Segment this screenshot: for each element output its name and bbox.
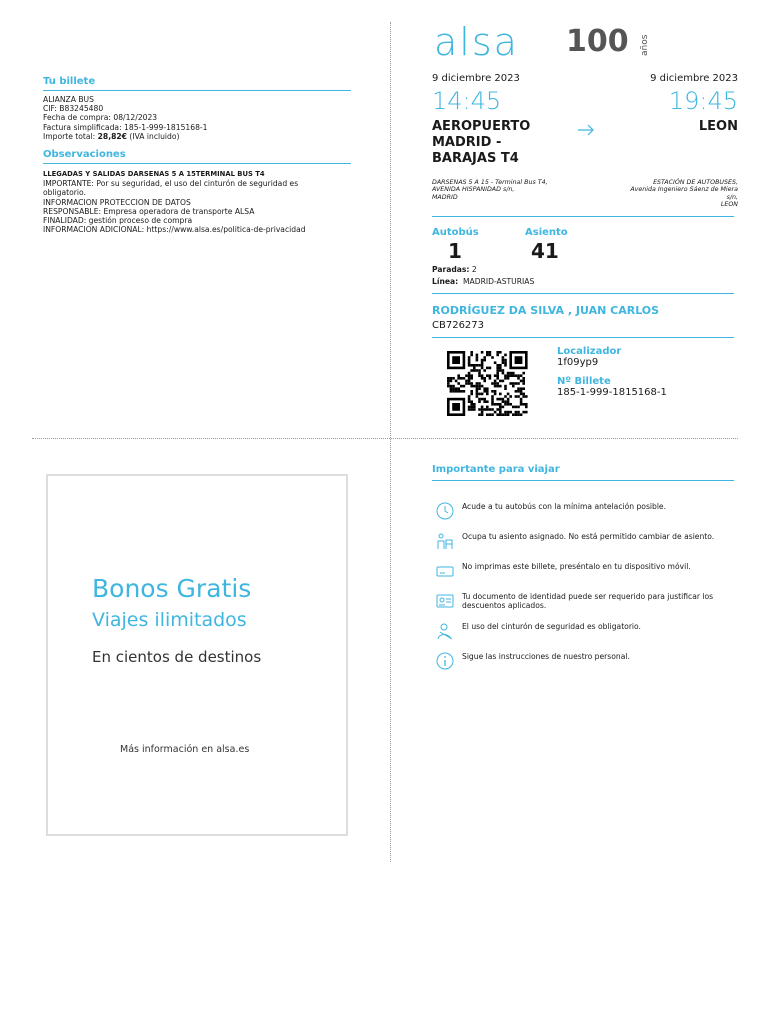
observations-title: Observaciones [43, 149, 126, 160]
tip-text: No imprimas este billete, preséntalo en tu dispositivo móvil. [462, 562, 691, 571]
promo-tagline: En cientos de destinos [92, 648, 262, 666]
arrival-time: 19:45 [668, 87, 738, 115]
anniversary-number: 100 [566, 24, 629, 59]
observation-line: INFORMACION ADICIONAL: https://www.alsa.es/politica-de-privacidad [43, 225, 306, 235]
seat-icon [436, 532, 454, 550]
alsa-logo: alsa [434, 20, 519, 64]
company-line: ALIANZA BUS [43, 95, 94, 104]
observations-heading: LLEGADAS Y SALIDAS DARSENAS 5 A 15TERMINAL BUS T4 [43, 170, 265, 178]
promo-card [46, 474, 348, 836]
departure-address: DARSENAS 5 A 15 - Terminal Bus T4, AVENIDA HISPANIDAD s/n, MADRID [432, 179, 548, 201]
passenger-name: RODRÍGUEZ DA SILVA , JUAN CARLOS [432, 304, 660, 317]
ticket-info-section [43, 76, 351, 141]
vertical-divider [390, 22, 391, 862]
stops-info: Paradas: 2 [432, 265, 477, 274]
departure-city: AEROPUERTO MADRID - BARAJAS T4 [432, 119, 531, 166]
ticket-info-lines [43, 95, 351, 141]
tip-text: Tu documento de identidad puede ser requerido para justificar los descuentos aplicados. [462, 592, 714, 611]
arrow-right-icon [577, 122, 595, 141]
locator-label: Localizador [557, 346, 622, 357]
ticket-number-label: Nº Billete [557, 376, 611, 387]
horizontal-divider [32, 438, 738, 439]
tip-text: Acude a tu autobús con la mínima antelación posible. [462, 502, 667, 511]
arrival-city: LEON [698, 119, 738, 134]
arrival-date: 9 diciembre 2023 [650, 73, 738, 84]
observation-line: RESPONSABLE: Empresa operadora de transporte ALSA [43, 206, 255, 216]
observation-line: IMPORTANTE: Por su seguridad, el uso del cinturón de seguridad es [43, 179, 299, 189]
observation-line: INFORMACION PROTECCION DE DATOS [43, 197, 191, 207]
qr-code-icon [447, 351, 529, 421]
promo-subtitle: Viajes ilimitados [92, 609, 247, 631]
passenger-document: CB726273 [432, 320, 485, 331]
purchase-date-line: Fecha de compra: 08/12/2023 [43, 113, 158, 123]
promo-title: Bonos Gratis [92, 574, 252, 603]
seat-label: Asiento [525, 227, 568, 238]
id-card-icon [436, 592, 454, 610]
seat-value: 41 [531, 239, 559, 263]
brand-logo [434, 22, 674, 66]
departure-time: 14:45 [432, 87, 502, 115]
invoice-line: Factura simplificada: 185-1-999-1815168-1 [43, 122, 208, 132]
cif-line: CIF: B83245480 [43, 104, 104, 114]
ticket-info-title: Tu billete [43, 76, 96, 87]
bus-label: Autobús [432, 227, 479, 238]
tip-text: El uso del cinturón de seguridad es obligatorio. [462, 622, 641, 631]
arrival-address: ESTACIÓN DE AUTOBUSES, Avenida Ingeniero Sáenz de Miera s/n, LEON [630, 179, 738, 209]
total-value: 28,82€ [97, 131, 127, 141]
tip-text: Ocupa tu asiento asignado. No está permitido cambiar de asiento. [462, 532, 715, 541]
observation-line: obligatorio. [43, 188, 86, 198]
travel-tips-title: Importante para viajar [432, 464, 560, 475]
info-icon [436, 652, 454, 670]
clock-icon [436, 502, 454, 520]
departure-date: 9 diciembre 2023 [432, 73, 520, 84]
bus-value: 1 [448, 239, 462, 263]
locator-value: 1f09yp9 [557, 357, 599, 368]
observations-section [43, 149, 351, 234]
observation-line: FINALIDAD: gestión proceso de compra [43, 216, 193, 226]
seatbelt-icon [436, 622, 454, 640]
anniversary-word: años [640, 34, 650, 56]
ticket-icon [436, 562, 454, 580]
total-line: Importe total: 28,82€ (IVA incluido) [43, 131, 180, 141]
promo-more-info: Más información en alsa.es [120, 744, 250, 755]
ticket-number-value: 185-1-999-1815168-1 [557, 387, 667, 398]
line-info: Línea: MADRID-ASTURIAS [432, 277, 535, 286]
tip-text: Sigue las instrucciones de nuestro personal. [462, 652, 630, 661]
